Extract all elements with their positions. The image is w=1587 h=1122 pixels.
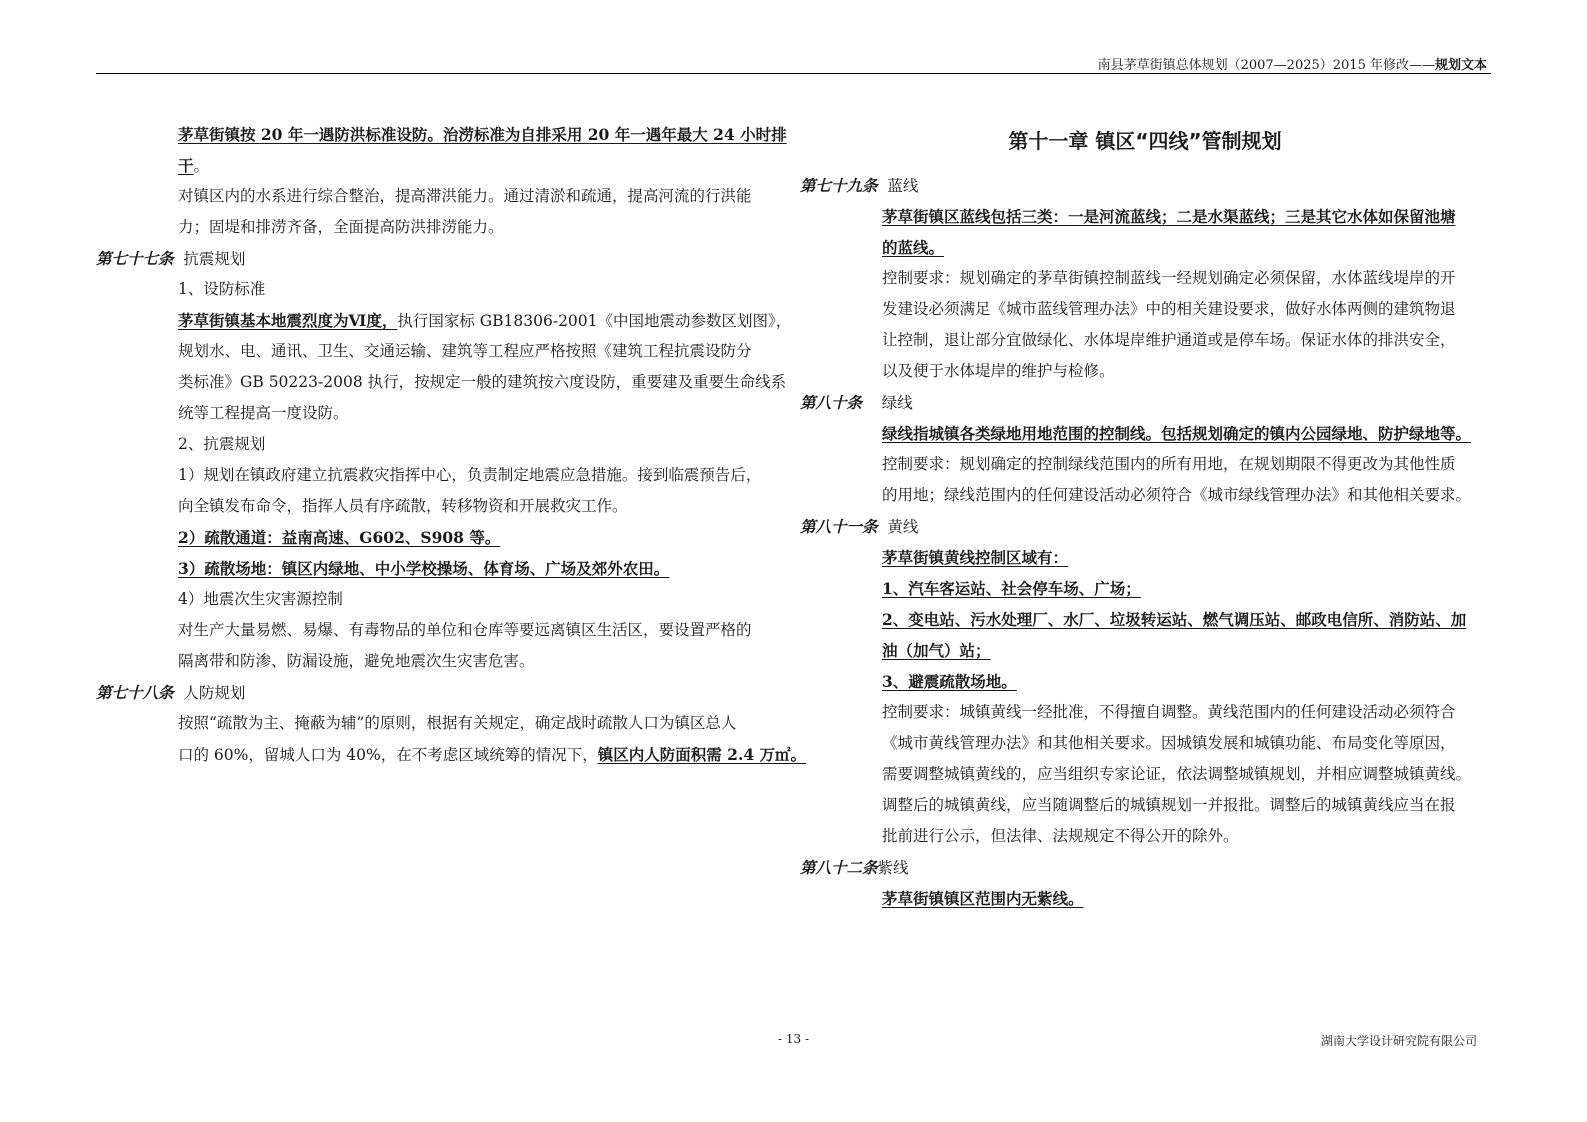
quake-intensity-line1 [178, 305, 791, 337]
header-title: 南县茅草街镇总体规划（2007—2025）2015 年修改—— [1097, 58, 1435, 73]
article-81-title: 黄线 [887, 518, 919, 536]
article-82-number: 第八十二条 [800, 858, 878, 877]
evacuation-routes: 2）疏散通道：益南高速、G602、S908 等。 [178, 528, 501, 547]
yellow-line-control-line1: 控制要求：城镇黄线一经批准，不得擅自调整。黄线范围内的任何建设活动必须符合 [882, 703, 1456, 721]
article-78-title: 人防规划 [183, 684, 246, 702]
quake-intensity-line2: 规划水、电、通讯、卫生、交通运输、建筑等工程应严格按照《建筑工程抗震设防分 [178, 342, 752, 360]
article-79-number: 第七十九条 [800, 176, 878, 195]
secondary-hazard-line1: 对生产大量易燃、易爆、有毒物品的单位和仓库等要远离镇区生活区，要设置严格的 [178, 621, 752, 639]
article-81-heading [800, 511, 918, 543]
quake-intensity-line4: 统等工程提高一度设防。 [178, 404, 349, 422]
yellow-line-intro: 茅草街镇黄线控制区域有： [882, 548, 1069, 567]
blue-line-types-line2: 的蓝线。 [882, 238, 945, 257]
blue-line-control-line1: 控制要求：规划确定的茅草街镇控制蓝线一经规划确定必须保留，水体蓝线堤岸的开 [882, 269, 1456, 287]
command-center-line2: 向全镇发布命令，指挥人员有序疏散，转移物资和开展救灾工作。 [178, 497, 628, 515]
header-rule [96, 73, 1491, 74]
command-center-line1: 1）规划在镇政府建立抗震救灾指挥中心，负责制定地震应急措施。接到临震预告后， [178, 466, 762, 484]
article-78-number: 第七十八条 [96, 683, 174, 702]
yellow-line-item-2a: 2、变电站、污水处理厂、水厂、垃圾转运站、燃气调压站、邮政电信所、消防站、加 [882, 610, 1467, 629]
water-system-line2: 力；固堤和排涝齐备，全面提高防洪排涝能力。 [178, 218, 504, 236]
flood-standard-line2 [178, 150, 209, 182]
article-80-number: 第八十条 [800, 393, 863, 412]
subsection-2: 2、抗震规划 [178, 435, 266, 453]
header-title-bold: 规划文本 [1434, 58, 1487, 73]
civil-defense-line2 [178, 739, 806, 771]
civil-defense-area: 镇区内人防面积需 2.4 万㎡。 [597, 745, 807, 764]
yellow-line-item-3: 3、避震疏散场地。 [882, 672, 1017, 691]
subsection-1: 1、设防标准 [178, 280, 266, 298]
running-header [1098, 54, 1487, 73]
secondary-hazard-line2: 隔离带和防渗、防漏设施，避免地震次生灾害危害。 [178, 652, 535, 670]
secondary-hazard-heading: 4）地震次生灾害源控制 [178, 590, 343, 608]
footer-organization: 湖南大学设计研究院有限公司 [1320, 1034, 1477, 1048]
article-77-title: 抗震规划 [183, 250, 246, 268]
blue-line-control-line2: 发建设必须满足《城市蓝线管理办法》中的相关建设要求，做好水体两侧的建筑物退 [882, 300, 1456, 318]
article-79-heading [800, 170, 918, 202]
blue-line-control-line4: 以及便于水体堤岸的维护与检修。 [882, 362, 1115, 380]
civil-defense-line1: 按照“疏散为主、掩蔽为辅”的原则，根据有关规定，确定战时疏散人口为镇区总人 [178, 714, 737, 732]
article-78-heading [96, 677, 245, 709]
quake-intensity-line3: 类标准》GB 50223-2008 执行，按规定一般的建筑按六度设防，重要建及重要生命线系 [178, 373, 787, 391]
flood-standard-line1: 茅草街镇按 20 年一遇防洪标准设防。治涝标准为自排采用 20 年一遇年最大 24 小时排 [178, 125, 787, 144]
flood-standard-end: 。 [193, 157, 210, 175]
yellow-line-control-line4: 调整后的城镇黄线，应当随调整后的城镇规划一并报批。调整后的城镇黄线应当在报 [882, 796, 1456, 814]
article-82-heading [800, 852, 909, 884]
quake-intensity-bold: 茅草街镇基本地震烈度为Ⅵ度， [178, 311, 398, 330]
yellow-line-control-line2: 《城市黄线管理办法》和其他相关要求。因城镇发展和城镇功能、布局变化等原因， [882, 734, 1456, 752]
page-number: - 13 - [777, 1032, 809, 1046]
evacuation-sites: 3）疏散场地：镇区内绿地、中小学校操场、体育场、广场及郊外农田。 [178, 559, 670, 578]
flood-standard-bold-tail: 干 [178, 156, 194, 175]
article-80-title: 绿线 [881, 394, 913, 412]
green-line-control-line1: 控制要求：规划确定的控制绿线范围内的所有用地，在规划期限不得更改为其他性质 [882, 455, 1456, 473]
article-77-heading [96, 243, 245, 275]
article-80-heading [800, 387, 913, 419]
blue-line-types-line1: 茅草街镇区蓝线包括三类：一是河流蓝线；二是水渠蓝线；三是其它水体如保留池塘 [882, 207, 1456, 226]
article-81-number: 第八十一条 [800, 517, 878, 536]
yellow-line-control-line5: 批前进行公示，但法律、法规规定不得公开的除外。 [882, 827, 1239, 845]
quake-intensity-rest: 执行国家标 GB18306-2001《中国地震动参数区划图》， [397, 312, 792, 330]
article-82-title: 紫线 [877, 859, 909, 877]
purple-line-statement: 茅草街镇镇区范围内无紫线。 [882, 889, 1084, 908]
article-77-number: 第七十七条 [96, 249, 174, 268]
yellow-line-item-1: 1、汽车客运站、社会停车场、广场； [882, 579, 1141, 598]
green-line-definition: 绿线指城镇各类绿地用地范围的控制线。包括规划确定的镇内公园绿地、防护绿地等。 [882, 424, 1472, 443]
yellow-line-item-2b: 油（加气）站； [882, 641, 991, 660]
article-79-title: 蓝线 [887, 177, 919, 195]
chapter-title: 第十一章 镇区“四线”管制规划 [1008, 129, 1282, 153]
civil-defense-text: 口的 60%，留城人口为 40%，在不考虑区域统筹的情况下， [178, 746, 598, 764]
green-line-control-line2: 的用地；绿线范围内的任何建设活动必须符合《城市绿线管理办法》和其他相关要求。 [882, 486, 1472, 504]
blue-line-control-line3: 让控制，退让部分宜做绿化、水体堤岸维护通道或是停车场。保证水体的排洪安全， [882, 331, 1456, 349]
water-system-line1: 对镇区内的水系进行综合整治，提高滞洪能力。通过清淤和疏通，提高河流的行洪能 [178, 187, 752, 205]
yellow-line-control-line3: 需要调整城镇黄线的，应当组织专家论证，依法调整城镇规划，并相应调整城镇黄线。 [882, 765, 1472, 783]
